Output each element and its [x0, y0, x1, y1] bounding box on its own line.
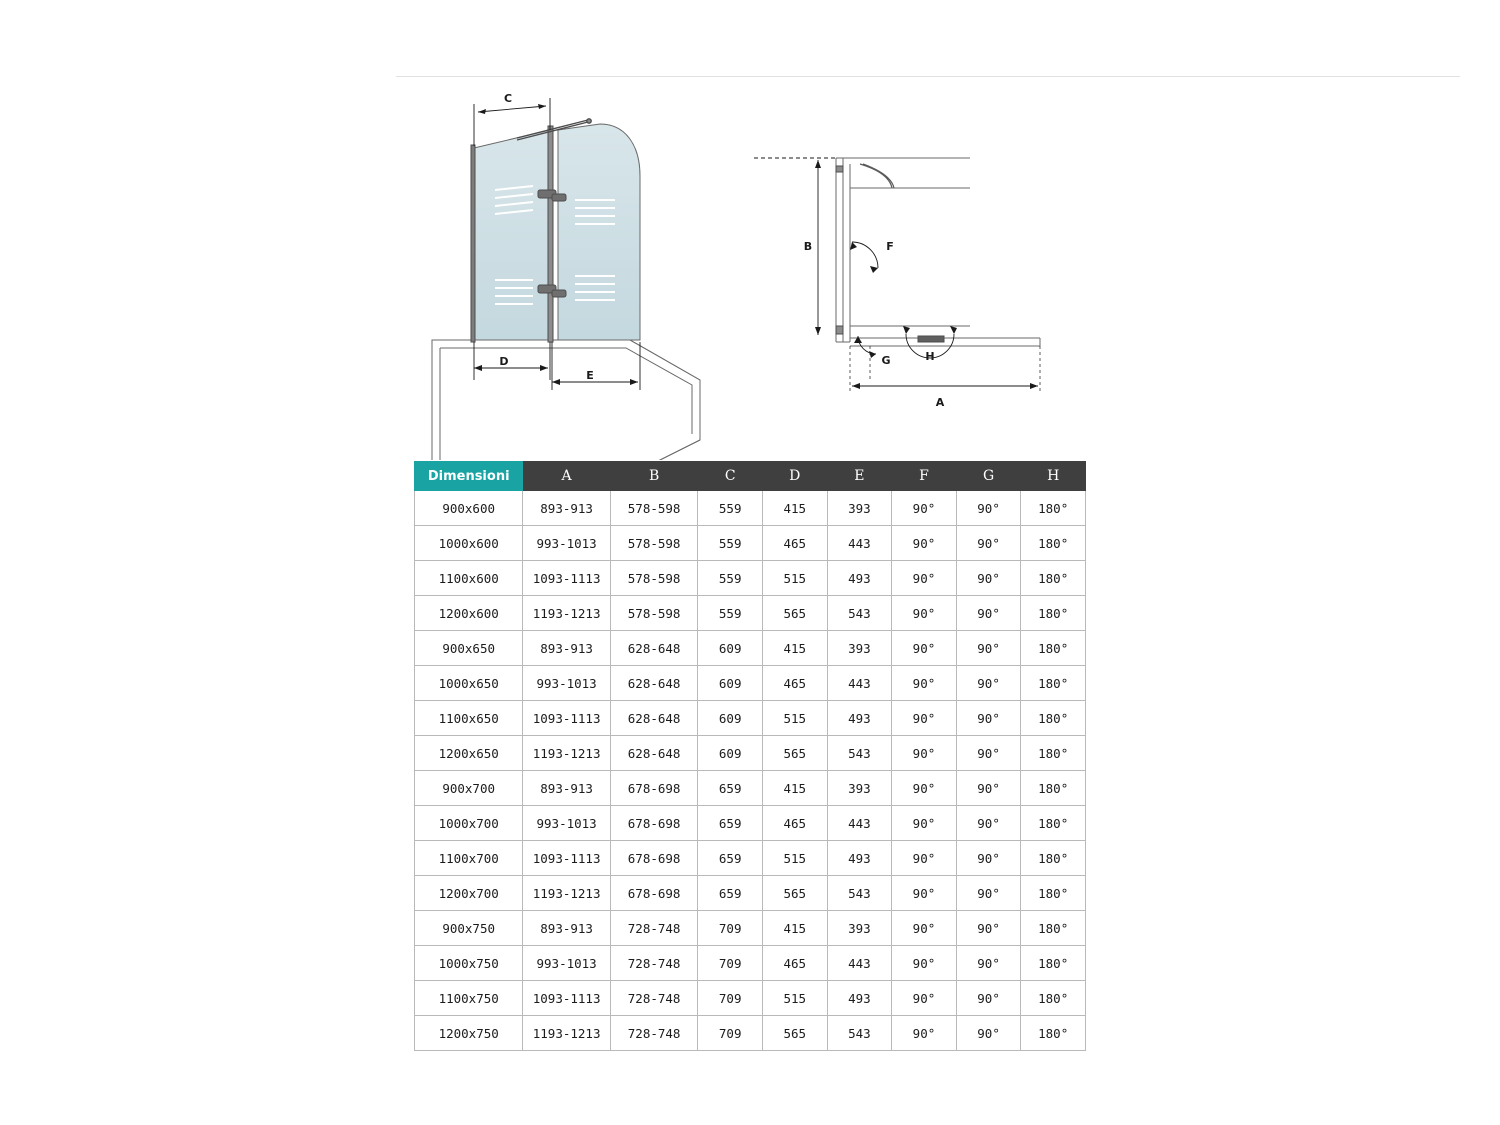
- table-cell: 393: [827, 631, 892, 666]
- table-cell: 515: [762, 561, 827, 596]
- table-cell: 893-913: [523, 631, 611, 666]
- table-cell: 393: [827, 771, 892, 806]
- col-header-h: H: [1021, 462, 1086, 491]
- table-cell: 180°: [1021, 596, 1086, 631]
- table-cell: 90°: [892, 806, 957, 841]
- row-header-cell: 1200x650: [415, 736, 523, 771]
- table-cell: 90°: [892, 1016, 957, 1051]
- row-header-cell: 1100x700: [415, 841, 523, 876]
- table-row: [415, 876, 1086, 911]
- table-cell: 90°: [956, 806, 1021, 841]
- table-cell: 1193-1213: [523, 596, 611, 631]
- table-cell: 1093-1113: [523, 841, 611, 876]
- table-cell: 493: [827, 561, 892, 596]
- label-c: C: [503, 92, 513, 105]
- table-cell: 90°: [956, 561, 1021, 596]
- row-header-cell: 1000x600: [415, 526, 523, 561]
- table-head: [415, 462, 1086, 491]
- table-cell: 90°: [892, 666, 957, 701]
- table-cell: 180°: [1021, 491, 1086, 526]
- table-cell: 565: [762, 1016, 827, 1051]
- table-row: [415, 946, 1086, 981]
- table-cell: 993-1013: [523, 806, 611, 841]
- table-cell: 393: [827, 911, 892, 946]
- table-cell: 559: [698, 596, 763, 631]
- table-cell: 90°: [892, 981, 957, 1016]
- table-row: [415, 561, 1086, 596]
- table-cell: 443: [827, 666, 892, 701]
- table-cell: 678-698: [610, 806, 698, 841]
- table-cell: 443: [827, 526, 892, 561]
- table-cell: 90°: [956, 666, 1021, 701]
- table-cell: 515: [762, 701, 827, 736]
- table-cell: 180°: [1021, 526, 1086, 561]
- col-header-b: B: [610, 462, 698, 491]
- label-h: H: [925, 350, 935, 363]
- table-cell: 578-598: [610, 561, 698, 596]
- table-cell: 543: [827, 736, 892, 771]
- table-cell: 90°: [956, 631, 1021, 666]
- bathtub-outline: [432, 340, 700, 460]
- table-cell: 565: [762, 876, 827, 911]
- table-cell: 1193-1213: [523, 736, 611, 771]
- col-header-e: E: [827, 462, 892, 491]
- label-e: E: [586, 369, 594, 382]
- table-cell: 728-748: [610, 946, 698, 981]
- table-cell: 415: [762, 911, 827, 946]
- table-cell: 180°: [1021, 701, 1086, 736]
- table-cell: 515: [762, 841, 827, 876]
- row-header-cell: 900x700: [415, 771, 523, 806]
- table-cell: 1093-1113: [523, 981, 611, 1016]
- table-cell: 180°: [1021, 946, 1086, 981]
- table-cell: 893-913: [523, 911, 611, 946]
- table-cell: 90°: [956, 911, 1021, 946]
- wall-profile: [836, 158, 850, 342]
- table-cell: 543: [827, 1016, 892, 1051]
- table-cell: 180°: [1021, 736, 1086, 771]
- table-cell: 180°: [1021, 981, 1086, 1016]
- table-cell: 609: [698, 666, 763, 701]
- table-cell: 180°: [1021, 771, 1086, 806]
- table-cell: 443: [827, 946, 892, 981]
- table-cell: 90°: [892, 841, 957, 876]
- table-cell: 565: [762, 736, 827, 771]
- table-cell: 993-1013: [523, 526, 611, 561]
- table-cell: 90°: [956, 491, 1021, 526]
- table-cell: 90°: [956, 841, 1021, 876]
- table-cell: 90°: [892, 771, 957, 806]
- table-row: [415, 596, 1086, 631]
- table-body: [415, 491, 1086, 1051]
- table-cell: 90°: [892, 561, 957, 596]
- table-cell: 180°: [1021, 631, 1086, 666]
- table-cell: 465: [762, 806, 827, 841]
- table-cell: 659: [698, 841, 763, 876]
- table-cell: 709: [698, 946, 763, 981]
- glass-panels: [474, 124, 640, 340]
- table-cell: 559: [698, 491, 763, 526]
- table-cell: 180°: [1021, 666, 1086, 701]
- table-cell: 1093-1113: [523, 561, 611, 596]
- drawing-top-view: [740, 130, 1070, 420]
- table-cell: 90°: [892, 876, 957, 911]
- row-header-cell: 1200x700: [415, 876, 523, 911]
- table-cell: 728-748: [610, 981, 698, 1016]
- table-row: [415, 631, 1086, 666]
- table-cell: 678-698: [610, 841, 698, 876]
- table-cell: 559: [698, 526, 763, 561]
- table-cell: 90°: [892, 491, 957, 526]
- table-cell: 543: [827, 876, 892, 911]
- table-cell: 628-648: [610, 666, 698, 701]
- table-cell: 90°: [892, 701, 957, 736]
- drawing-front-view: [400, 90, 740, 460]
- table-cell: 993-1013: [523, 666, 611, 701]
- table-cell: 90°: [956, 701, 1021, 736]
- col-header-d: D: [762, 462, 827, 491]
- table-cell: 90°: [892, 596, 957, 631]
- col-header-dimensioni: Dimensioni: [415, 462, 523, 491]
- table-cell: 415: [762, 631, 827, 666]
- table-cell: 90°: [956, 771, 1021, 806]
- row-header-cell: 1000x650: [415, 666, 523, 701]
- table-cell: 659: [698, 771, 763, 806]
- table-cell: 609: [698, 736, 763, 771]
- table-row: [415, 981, 1086, 1016]
- dimensions-table-wrapper: [414, 461, 1086, 1051]
- table-row: [415, 841, 1086, 876]
- table-cell: 659: [698, 876, 763, 911]
- row-header-cell: 1000x750: [415, 946, 523, 981]
- table-row: [415, 666, 1086, 701]
- table-cell: 628-648: [610, 736, 698, 771]
- arc-f: [850, 242, 878, 273]
- table-cell: 678-698: [610, 876, 698, 911]
- dimensions-table: [414, 461, 1086, 1051]
- col-header-c: C: [698, 462, 763, 491]
- front-view-svg: [400, 90, 740, 460]
- table-cell: 90°: [892, 526, 957, 561]
- arc-g: [854, 336, 876, 358]
- table-cell: 559: [698, 561, 763, 596]
- row-header-cell: 1200x750: [415, 1016, 523, 1051]
- table-cell: 90°: [956, 946, 1021, 981]
- table-cell: 90°: [956, 526, 1021, 561]
- row-header-cell: 900x750: [415, 911, 523, 946]
- table-row: [415, 491, 1086, 526]
- table-cell: 678-698: [610, 771, 698, 806]
- table-cell: 90°: [892, 736, 957, 771]
- dimension-b: [815, 160, 821, 335]
- table-row: [415, 701, 1086, 736]
- table-cell: 609: [698, 701, 763, 736]
- label-d: D: [499, 355, 509, 368]
- table-cell: 493: [827, 701, 892, 736]
- table-cell: 1193-1213: [523, 1016, 611, 1051]
- table-row: [415, 806, 1086, 841]
- table-cell: 565: [762, 596, 827, 631]
- table-cell: 515: [762, 981, 827, 1016]
- table-cell: 180°: [1021, 561, 1086, 596]
- table-cell: 993-1013: [523, 946, 611, 981]
- table-cell: 393: [827, 491, 892, 526]
- table-cell: 578-598: [610, 596, 698, 631]
- table-cell: 90°: [892, 911, 957, 946]
- table-cell: 90°: [956, 736, 1021, 771]
- table-cell: 709: [698, 911, 763, 946]
- table-cell: 1093-1113: [523, 701, 611, 736]
- label-b: B: [803, 240, 813, 253]
- row-header-cell: 900x650: [415, 631, 523, 666]
- table-cell: 628-648: [610, 631, 698, 666]
- table-cell: 893-913: [523, 771, 611, 806]
- glass-plan: [850, 336, 1040, 346]
- table-cell: 543: [827, 596, 892, 631]
- table-cell: 180°: [1021, 806, 1086, 841]
- table-cell: 728-748: [610, 1016, 698, 1051]
- table-cell: 728-748: [610, 911, 698, 946]
- col-header-a: A: [523, 462, 611, 491]
- col-header-f: F: [892, 462, 957, 491]
- label-f: F: [886, 240, 894, 253]
- table-row: [415, 736, 1086, 771]
- table-cell: 90°: [892, 946, 957, 981]
- col-header-g: G: [956, 462, 1021, 491]
- row-header-cell: 1100x650: [415, 701, 523, 736]
- table-row: [415, 526, 1086, 561]
- label-g: G: [881, 354, 891, 367]
- table-cell: 465: [762, 666, 827, 701]
- table-cell: 578-598: [610, 491, 698, 526]
- table-cell: 90°: [956, 876, 1021, 911]
- row-header-cell: 1100x600: [415, 561, 523, 596]
- table-row: [415, 771, 1086, 806]
- rail-lines: [850, 188, 970, 326]
- table-cell: 443: [827, 806, 892, 841]
- table-cell: 90°: [956, 1016, 1021, 1051]
- row-header-cell: 900x600: [415, 491, 523, 526]
- table-cell: 493: [827, 841, 892, 876]
- row-header-cell: 1200x600: [415, 596, 523, 631]
- table-cell: 465: [762, 526, 827, 561]
- table-cell: 90°: [892, 631, 957, 666]
- table-cell: 90°: [956, 981, 1021, 1016]
- label-a: A: [935, 396, 945, 409]
- table-cell: 709: [698, 1016, 763, 1051]
- dimension-a: [852, 383, 1038, 389]
- table-cell: 90°: [956, 596, 1021, 631]
- table-header-row: [415, 462, 1086, 491]
- top-divider: [396, 76, 1460, 77]
- table-row: [415, 1016, 1086, 1051]
- table-cell: 628-648: [610, 701, 698, 736]
- table-cell: 415: [762, 771, 827, 806]
- table-cell: 709: [698, 981, 763, 1016]
- table-cell: 465: [762, 946, 827, 981]
- table-cell: 415: [762, 491, 827, 526]
- table-cell: 659: [698, 806, 763, 841]
- table-cell: 893-913: [523, 491, 611, 526]
- table-cell: 609: [698, 631, 763, 666]
- table-cell: 180°: [1021, 841, 1086, 876]
- shower-hose: [860, 164, 894, 188]
- top-view-svg: [740, 130, 1070, 420]
- table-cell: 1193-1213: [523, 876, 611, 911]
- table-cell: 180°: [1021, 911, 1086, 946]
- table-cell: 180°: [1021, 1016, 1086, 1051]
- table-cell: 180°: [1021, 876, 1086, 911]
- table-cell: 493: [827, 981, 892, 1016]
- table-cell: 578-598: [610, 526, 698, 561]
- row-header-cell: 1000x700: [415, 806, 523, 841]
- table-row: [415, 911, 1086, 946]
- row-header-cell: 1100x750: [415, 981, 523, 1016]
